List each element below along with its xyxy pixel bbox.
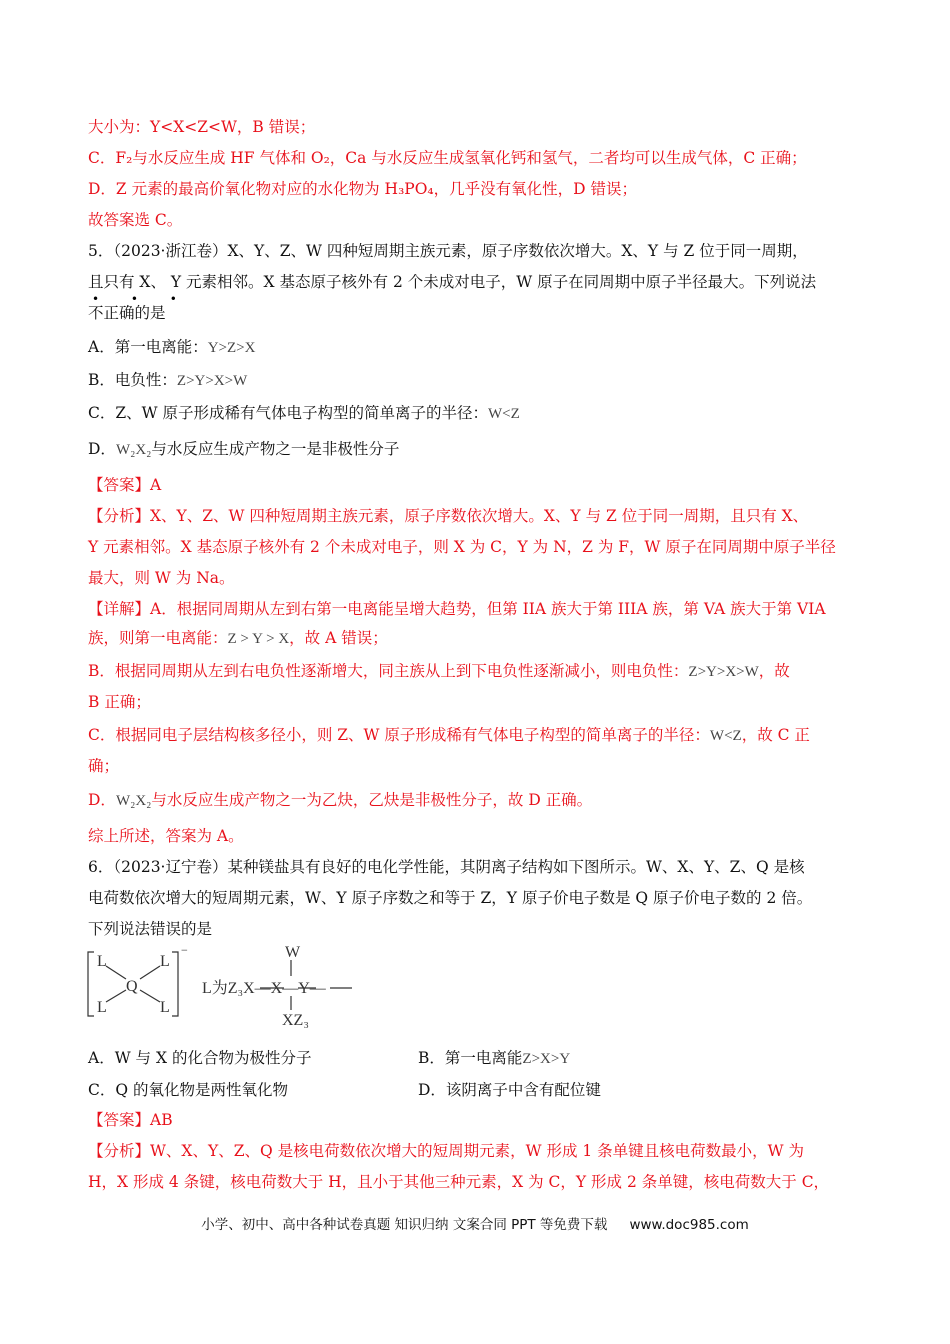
anion-structure-diagram [84, 940, 364, 1032]
option-text: 与水反应生成产物之一是非极性分子 [151, 440, 400, 458]
option-prefix: D． [88, 440, 116, 458]
q5-detail-line: B 正确； [88, 693, 151, 711]
q5-option-a [88, 336, 255, 359]
option-math: Y>Z>X [207, 340, 256, 356]
option-math: W₂X₂ [115, 442, 152, 458]
q5-stem-line: 5．（2023·浙江卷）X、Y、Z、W 四种短周期主族元素，原子序数依次增大。X、Y 与 Z 位于同一周期， [88, 242, 808, 260]
detail-text: 族，则第一电离能： [88, 629, 228, 647]
q6-analysis-line: H，X 形成 4 条键，核电荷数大于 H，且小于其他三种元素，X 为 C，Y 形成 2 条单键，核电荷数大于 C， [88, 1173, 830, 1191]
q5-stem-line: 且只有 X、 Y 元素相邻。X 基态原子核外有 2 个未成对电子，W 原子在同周期中原子半径最大。下列说法 [88, 273, 817, 291]
q6-analysis-line: 【分析】W、X、Y、Z、Q 是核电荷数依次增大的短周期元素，W 形成 1 条单键且核电荷数最小，W 为 [88, 1142, 805, 1160]
prev-explanation-line: 大小为：Y<X<Z<W，B 错误； [88, 118, 316, 136]
detail-text: D． [88, 791, 116, 809]
option-text: B．第一电离能 [418, 1049, 523, 1067]
detail-text: ，故 A 错误； [289, 629, 388, 647]
q5-detail-line [88, 789, 592, 812]
q5-analysis-line: 最大，则 W 为 Na。 [88, 569, 235, 587]
detail-math: W<Z [709, 728, 742, 744]
page-footer [0, 1213, 950, 1233]
q6-stem-line: 下列说法错误的是 [88, 920, 213, 938]
q5-summary: 综上所述，答案为 A。 [88, 827, 244, 845]
detail-text: ，故 C 正 [741, 726, 810, 744]
detail-math: Z>Y>X>W [688, 664, 759, 680]
q5-detail-line: 确； [88, 757, 120, 775]
charge-label: − [181, 943, 188, 957]
prev-explanation-line: 故答案选 C。 [88, 211, 183, 229]
prev-explanation-line: D．Z 元素的最高价氧化物对应的水化物为 H₃PO₄，几乎没有氧化性，D 错误； [88, 180, 637, 198]
option-math: Z>X>Y [522, 1051, 571, 1067]
q6-option-c: C．Q 的氧化物是两性氧化物 [88, 1081, 288, 1099]
q5-analysis-line: 【分析】X、Y、Z、W 四种短周期主族元素，原子序数依次增大。X、Y 与 Z 位于同一周期，且只有 X、 [88, 507, 809, 525]
q6-option-a: A．W 与 X 的化合物为极性分子 [88, 1049, 312, 1067]
footer-link[interactable]: www.doc985.com [629, 1217, 749, 1233]
ligand-label: L [97, 999, 107, 1016]
q5-answer: 【答案】A [88, 476, 162, 494]
option-text: C．Z、W 原子形成稀有气体电子构型的简单离子的半径： [88, 404, 488, 422]
prev-explanation-line: C．F₂与水反应生成 HF 气体和 O₂，Ca 与水反应生成氢氧化钙和氢气，二者均可以生成气体，C 正确； [88, 149, 807, 167]
q5-option-b [88, 369, 247, 392]
detail-text: B．根据同周期从左到右电负性逐渐增大，同主族从上到下电负性逐渐减小，则电负性： [88, 662, 689, 680]
q5-detail-line: 【详解】A．根据同周期从左到右第一电离能呈增大趋势，但第 IIA 族大于第 IIIA 族，第 VA 族大于第 VIA [88, 600, 826, 618]
detail-text: C．根据同电子层结构核多径小，则 Z、W 原子形成稀有气体电子构型的简单离子的半径： [88, 726, 710, 744]
ligand-label: L [160, 953, 170, 970]
q5-analysis-line: Y 元素相邻。X 基态原子核外有 2 个未成对电子，则 X 为 C，Y 为 N，Z 为 F，W 原子在同周期中原子半径 [88, 538, 836, 556]
q5-stem-line: 不正确的是 [88, 304, 166, 322]
q5-detail-line [88, 660, 790, 683]
option-text: A．第一电离能： [88, 338, 208, 356]
option-text: B．电负性： [88, 371, 177, 389]
detail-text: ，故 [758, 662, 790, 680]
emphasis-dots: • • • [92, 292, 191, 306]
q6-option-d: D．该阴离子中含有配位键 [418, 1081, 601, 1099]
q5-detail-line [88, 627, 388, 650]
q6-stem-line: 电荷数依次增大的短周期元素，W、Y 原子序数之和等于 Z，Y 原子价电子数是 Q 原子价电子数的 2 倍。 [88, 889, 813, 907]
q6-stem-line: 6．（2023·辽宁卷）某种镁盐具有良好的电化学性能，其阴离子结构如下图所示。W、X、Y、Z、Q 是核 [88, 858, 805, 876]
q5-option-c [88, 402, 520, 425]
xz3-group-label: XZ₃ [282, 1012, 309, 1029]
ligand-legend: L为Z₃X—X—Y— [202, 980, 326, 997]
ligand-label: L [97, 953, 107, 970]
detail-text: 与水反应生成产物之一为乙炔，乙炔是非极性分子，故 D 正确。 [151, 791, 593, 809]
footer-text: 小学、初中、高中各种试卷真题 知识归纳 文案合同 PPT 等免费下载 [201, 1217, 608, 1233]
q6-option-b [418, 1047, 570, 1070]
w-atom-label: W [285, 944, 301, 961]
center-atom-label: Q [126, 978, 138, 995]
ligand-label: L [160, 999, 170, 1016]
detail-math: Z > Y > X [227, 631, 290, 647]
option-math: Z>Y>X>W [176, 373, 248, 389]
option-math: W<Z [488, 406, 520, 422]
detail-math: W₂X₂ [115, 793, 152, 809]
q6-answer: 【答案】AB [88, 1111, 173, 1129]
q5-detail-line [88, 724, 810, 747]
q5-option-d [88, 438, 399, 461]
